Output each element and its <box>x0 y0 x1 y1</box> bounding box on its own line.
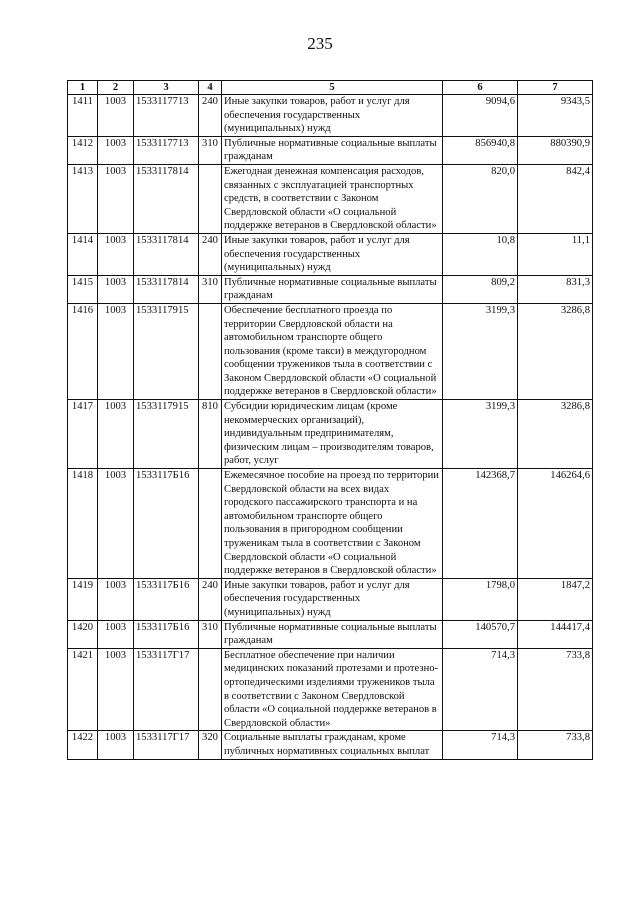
header-col-5: 5 <box>222 81 443 95</box>
amount-col-7: 3286,8 <box>518 303 593 399</box>
target-item-code: 1533117Г17 <box>134 731 199 759</box>
target-item-code: 1533117713 <box>134 136 199 164</box>
header-col-7: 7 <box>518 81 593 95</box>
table-row <box>68 136 593 164</box>
table-row <box>68 95 593 137</box>
target-item-code: 1533117915 <box>134 303 199 399</box>
amount-col-7: 9343,5 <box>518 95 593 137</box>
row-number: 1414 <box>68 233 98 275</box>
item-name: Обеспечение бесплатного проезда по территории Свердловской области на автомобильном транспорте общего пользования (кроме такси) в междугородном сообщении тружеников тыла в соответствии с Законом Свердловской области «О социальной поддержке ветеранов в Свердловской области» <box>222 303 443 399</box>
section-code: 1003 <box>98 578 134 620</box>
amount-col-6: 809,2 <box>443 275 518 303</box>
table-row <box>68 731 593 759</box>
expense-type-code: 310 <box>199 275 222 303</box>
section-code: 1003 <box>98 136 134 164</box>
table-row <box>68 164 593 233</box>
row-number: 1413 <box>68 164 98 233</box>
amount-col-6: 856940,8 <box>443 136 518 164</box>
row-number: 1418 <box>68 469 98 579</box>
section-code: 1003 <box>98 620 134 648</box>
item-name: Публичные нормативные социальные выплаты гражданам <box>222 275 443 303</box>
amount-col-7: 11,1 <box>518 233 593 275</box>
amount-col-6: 714,3 <box>443 731 518 759</box>
amount-col-7: 880390,9 <box>518 136 593 164</box>
expense-type-code: 240 <box>199 233 222 275</box>
expense-type-code: 240 <box>199 95 222 137</box>
row-number: 1416 <box>68 303 98 399</box>
amount-col-6: 9094,6 <box>443 95 518 137</box>
amount-col-7: 842,4 <box>518 164 593 233</box>
item-name: Публичные нормативные социальные выплаты гражданам <box>222 620 443 648</box>
item-name: Бесплатное обеспечение при наличии медицинских показаний протезами и протезно-ортопедическими изделиями тружеников тыла в соответствии с Законом Свердловской области «О социальной поддержке ветеранов в Свердловской области» <box>222 648 443 731</box>
expense-type-code <box>199 164 222 233</box>
item-name: Ежемесячное пособие на проезд по территории Свердловской области на всех видах городского пассажирского транспорта и на автомобильном транспорте общего пользования в пригородном сообщении труженикам тыла в соответствии с Законом Свердловской области «О социальной поддержке ветеранов в Свердловской области» <box>222 469 443 579</box>
section-code: 1003 <box>98 303 134 399</box>
amount-col-7: 1847,2 <box>518 578 593 620</box>
header-col-6: 6 <box>443 81 518 95</box>
expense-type-code: 310 <box>199 136 222 164</box>
header-col-1: 1 <box>68 81 98 95</box>
header-row <box>68 81 593 95</box>
expense-type-code: 240 <box>199 578 222 620</box>
target-item-code: 1533117915 <box>134 400 199 469</box>
item-name: Ежегодная денежная компенсация расходов, связанных с эксплуатацией транспортных средств, в соответствии с Законом Свердловской области «О социальной поддержке ветеранов в Свердловской области» <box>222 164 443 233</box>
expense-type-code: 810 <box>199 400 222 469</box>
target-item-code: 1533117713 <box>134 95 199 137</box>
table-row <box>68 578 593 620</box>
table-row <box>68 400 593 469</box>
header-col-4: 4 <box>199 81 222 95</box>
row-number: 1421 <box>68 648 98 731</box>
row-number: 1412 <box>68 136 98 164</box>
section-code: 1003 <box>98 400 134 469</box>
amount-col-7: 733,8 <box>518 731 593 759</box>
amount-col-6: 140570,7 <box>443 620 518 648</box>
item-name: Иные закупки товаров, работ и услуг для обеспечения государственных (муниципальных) нужд <box>222 233 443 275</box>
amount-col-7: 733,8 <box>518 648 593 731</box>
amount-col-6: 3199,3 <box>443 400 518 469</box>
amount-col-6: 820,0 <box>443 164 518 233</box>
target-item-code: 1533117814 <box>134 275 199 303</box>
section-code: 1003 <box>98 731 134 759</box>
row-number: 1417 <box>68 400 98 469</box>
expense-type-code <box>199 469 222 579</box>
amount-col-6: 714,3 <box>443 648 518 731</box>
amount-col-7: 831,3 <box>518 275 593 303</box>
row-number: 1420 <box>68 620 98 648</box>
target-item-code: 1533117Б16 <box>134 620 199 648</box>
section-code: 1003 <box>98 469 134 579</box>
row-number: 1411 <box>68 95 98 137</box>
section-code: 1003 <box>98 95 134 137</box>
section-code: 1003 <box>98 648 134 731</box>
row-number: 1415 <box>68 275 98 303</box>
amount-col-6: 10,8 <box>443 233 518 275</box>
page-number: 235 <box>307 34 333 53</box>
header-col-2: 2 <box>98 81 134 95</box>
header-col-3: 3 <box>134 81 199 95</box>
expense-type-code <box>199 648 222 731</box>
target-item-code: 1533117814 <box>134 164 199 233</box>
amount-col-7: 3286,8 <box>518 400 593 469</box>
target-item-code: 1533117Г17 <box>134 648 199 731</box>
table-row <box>68 620 593 648</box>
item-name: Социальные выплаты гражданам, кроме публичных нормативных социальных выплат <box>222 731 443 759</box>
target-item-code: 1533117814 <box>134 233 199 275</box>
section-code: 1003 <box>98 164 134 233</box>
table-row <box>68 303 593 399</box>
budget-table <box>67 80 593 760</box>
table-row <box>68 469 593 579</box>
row-number: 1419 <box>68 578 98 620</box>
amount-col-7: 144417,4 <box>518 620 593 648</box>
item-name: Иные закупки товаров, работ и услуг для обеспечения государственных (муниципальных) нужд <box>222 95 443 137</box>
section-code: 1003 <box>98 233 134 275</box>
expense-type-code <box>199 303 222 399</box>
table-row <box>68 648 593 731</box>
table-row <box>68 275 593 303</box>
table-row <box>68 233 593 275</box>
item-name: Иные закупки товаров, работ и услуг для обеспечения государственных (муниципальных) нужд <box>222 578 443 620</box>
amount-col-7: 146264,6 <box>518 469 593 579</box>
item-name: Публичные нормативные социальные выплаты гражданам <box>222 136 443 164</box>
expense-type-code: 310 <box>199 620 222 648</box>
amount-col-6: 1798,0 <box>443 578 518 620</box>
amount-col-6: 3199,3 <box>443 303 518 399</box>
target-item-code: 1533117Б16 <box>134 578 199 620</box>
amount-col-6: 142368,7 <box>443 469 518 579</box>
expense-type-code: 320 <box>199 731 222 759</box>
item-name: Субсидии юридическим лицам (кроме некоммерческих организаций), индивидуальным предпринимателям, физическим лицам – производителям товаров, работ, услуг <box>222 400 443 469</box>
section-code: 1003 <box>98 275 134 303</box>
target-item-code: 1533117Б16 <box>134 469 199 579</box>
row-number: 1422 <box>68 731 98 759</box>
